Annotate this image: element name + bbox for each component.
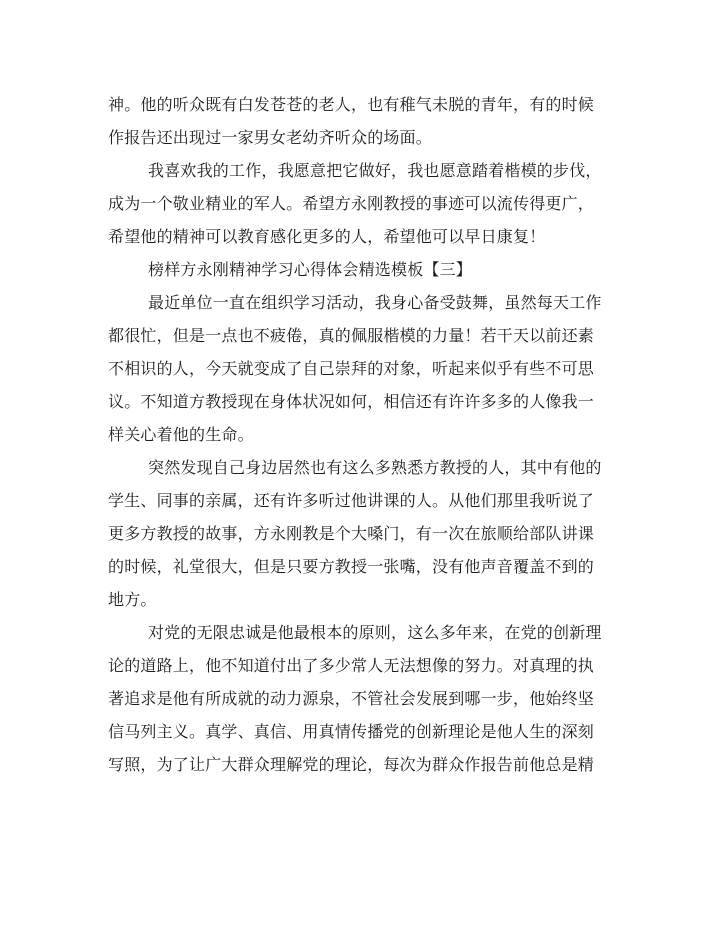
text-line: 对党的无限忠诚是他最根本的原则，这么多年来，在党的创新理 (148, 623, 602, 642)
text-line: 最近单位一直在组织学习活动，我身心备受鼓舞，虽然每天工作 (148, 293, 602, 312)
text-line: 我喜欢我的工作，我愿意把它做好，我也愿意踏着楷模的步伐， (148, 161, 602, 180)
text-line: 著追求是他有所成就的动力源泉，不管社会发展到哪一步，他始终坚 (108, 689, 595, 708)
section-heading: 榜样方永刚精神学习心得体会精选模板【三】 (148, 260, 473, 279)
text-line: 不相识的人，今天就变成了自己崇拜的对象，听起来似乎有些不可思 (108, 359, 595, 378)
text-line: 地方。 (108, 590, 157, 609)
text-line: 信马列主义。真学、真信、用真情传播党的创新理论是他人生的深刻 (108, 722, 595, 741)
text-line: 突然发现自己身边居然也有这么多熟悉方教授的人，其中有他的 (148, 458, 602, 477)
text-line: 都很忙，但是一点也不疲倦，真的佩服楷模的力量！若干天以前还素 (108, 326, 595, 345)
text-line: 论的道路上，他不知道付出了多少常人无法想像的努力。对真理的执 (108, 656, 595, 675)
text-line: 神。他的听众既有白发苍苍的老人，也有稚气未脱的青年，有的时候 (108, 95, 595, 114)
text-line: 议。不知道方教授现在身体状况如何，相信还有许许多多的人像我一 (108, 392, 595, 411)
text-line: 希望他的精神可以教育感化更多的人，希望他可以早日康复！ (108, 227, 546, 246)
text-line: 的时候，礼堂很大，但是只要方教授一张嘴，没有他声音覆盖不到的 (108, 557, 595, 576)
text-line: 作报告还出现过一家男女老幼齐听众的场面。 (108, 128, 433, 147)
text-line: 样关心着他的生命。 (108, 425, 254, 444)
document-body (108, 88, 612, 781)
text-line: 学生、同事的亲属，还有许多听过他讲课的人。从他们那里我听说了 (108, 491, 595, 510)
text-line: 写照，为了让广大群众理解党的理论，每次为群众作报告前他总是精 (108, 755, 595, 774)
text-line: 更多方教授的故事，方永刚教是个大嗓门，有一次在旅顺给部队讲课 (108, 524, 595, 543)
text-line: 成为一个敬业精业的军人。希望方永刚教授的事迹可以流传得更广， (108, 194, 595, 213)
